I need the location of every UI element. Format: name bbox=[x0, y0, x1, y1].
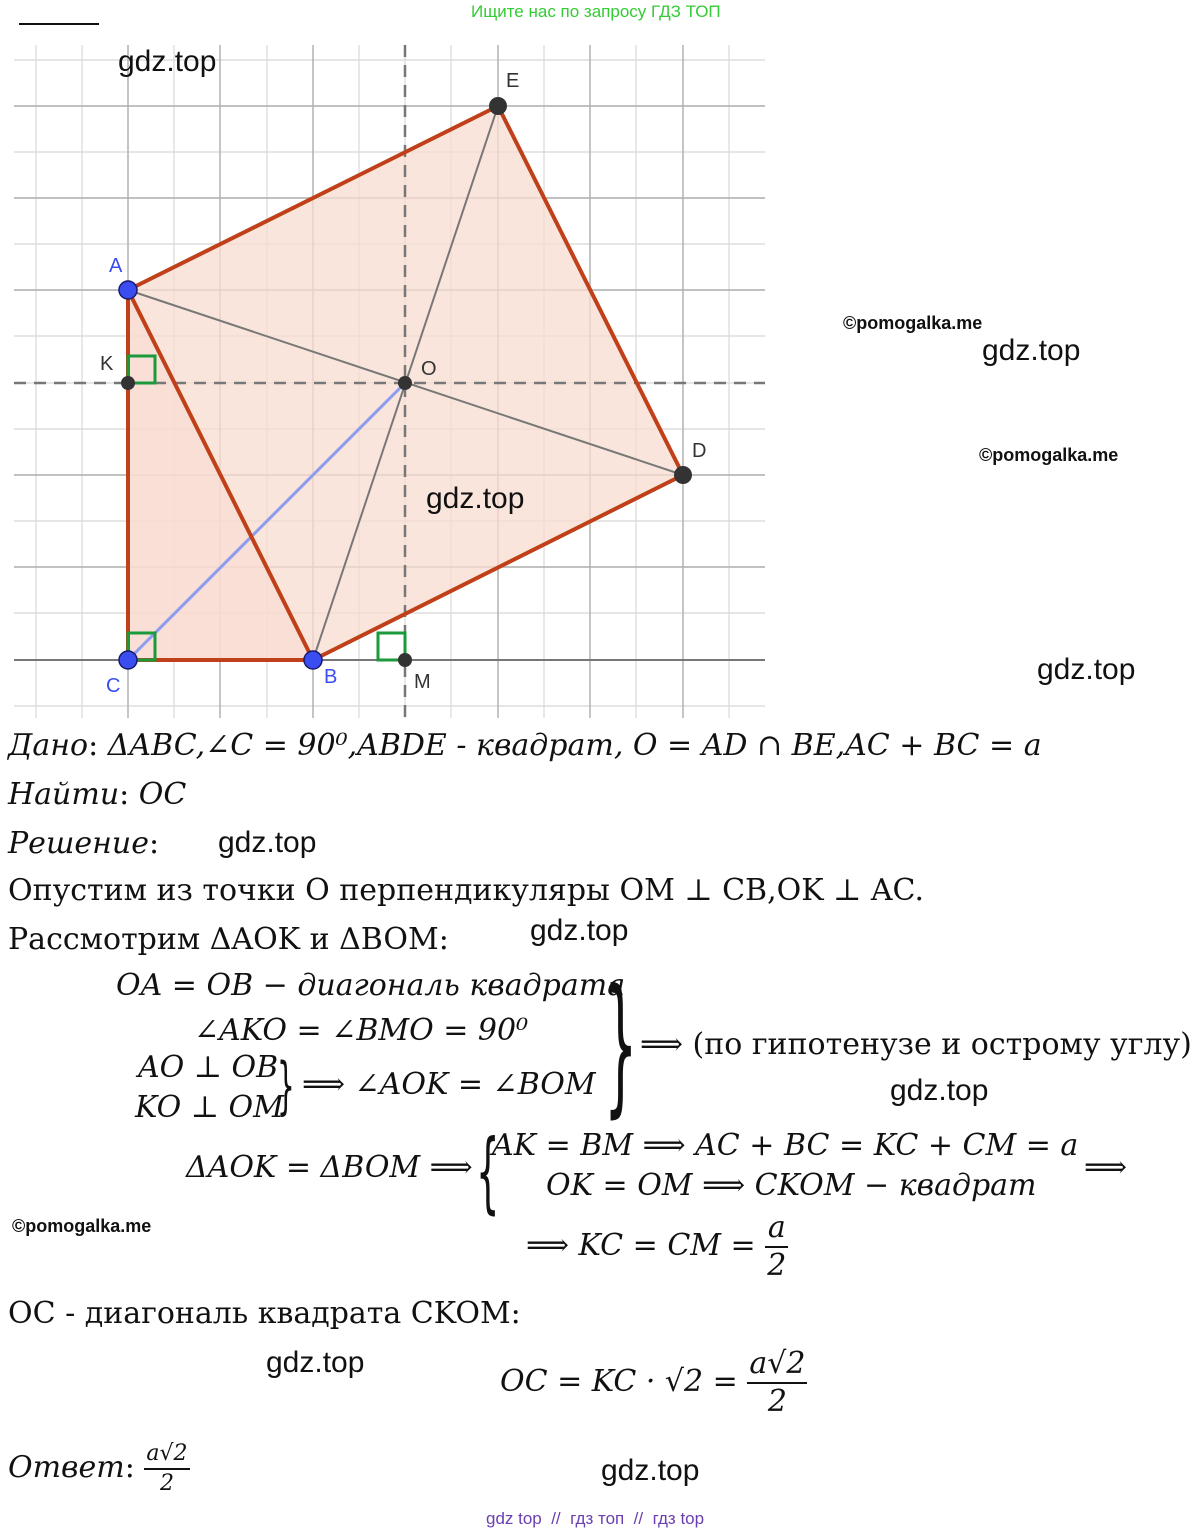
sys1-outer-brace: } bbox=[604, 958, 638, 1132]
sys1-inner1: AO ⊥ OB bbox=[138, 1050, 279, 1085]
label-c: C bbox=[106, 675, 121, 697]
given-label: Дано bbox=[8, 728, 89, 763]
label-a: A bbox=[109, 255, 123, 277]
solution-label: Решение bbox=[8, 826, 149, 861]
answer-fraction bbox=[144, 1440, 189, 1498]
watermark-gdz-3: gdz.top bbox=[426, 482, 525, 515]
step2-text: Рассмотрим ΔAOK и ΔBOM: bbox=[8, 922, 449, 957]
vertex-a bbox=[119, 281, 137, 299]
sys1-line1: OA = OB − диагональ квадрата bbox=[116, 968, 626, 1003]
label-b: B bbox=[324, 666, 338, 688]
given-line: Дано: ΔABC,∠C = 90⁰,ABDE - квадрат, O = AD ∩ BE,AC + BC = a bbox=[8, 728, 1042, 763]
label-o: O bbox=[421, 358, 437, 380]
watermark-pomogalka-2: ©pomogalka.me bbox=[979, 445, 1119, 465]
sys1-result: ⟹ (по гипотенузе и острому углу) bbox=[640, 1027, 1192, 1062]
oc-formula bbox=[500, 1346, 807, 1420]
eq-case1: AK = BM ⟹ AC + BC = KC + CM = a bbox=[492, 1128, 1079, 1163]
step1-text: Опустим из точки O перпендикуляры OM ⊥ CB,OK ⊥ AC. bbox=[8, 873, 924, 908]
watermark-gdz-4: gdz.top bbox=[1037, 653, 1136, 686]
watermark-gdz-1: gdz.top bbox=[118, 45, 217, 78]
watermark-gdz-5: gdz.top bbox=[218, 826, 317, 859]
oc-fraction bbox=[747, 1346, 807, 1420]
kc-denominator: 2 bbox=[767, 1248, 787, 1283]
oc-denominator: 2 bbox=[767, 1384, 787, 1419]
label-k: K bbox=[100, 353, 114, 375]
sys1-inner-brace: } bbox=[277, 1049, 295, 1122]
kc-numerator: a bbox=[765, 1210, 788, 1248]
find-line: Найти: OC bbox=[8, 777, 187, 812]
oc-numerator: a√2 bbox=[747, 1346, 807, 1384]
answer-label: Ответ bbox=[8, 1450, 125, 1485]
eq-arrow: ⟹ bbox=[1084, 1150, 1128, 1185]
watermark-gdz-6: gdz.top bbox=[530, 914, 629, 947]
find-text: OC bbox=[138, 777, 187, 812]
oc-statement: OC - диагональ квадрата CKOM: bbox=[8, 1296, 521, 1331]
sys1-inner-result: ⟹ ∠AOK = ∠BOM bbox=[302, 1067, 596, 1102]
answer-denominator: 2 bbox=[159, 1471, 174, 1496]
kc-equation bbox=[526, 1210, 788, 1284]
watermark-pomogalka-1: ©pomogalka.me bbox=[843, 313, 983, 333]
watermark-gdz-9: gdz.top bbox=[601, 1454, 700, 1487]
watermark-gdz-8: gdz.top bbox=[266, 1346, 365, 1379]
label-m: M bbox=[414, 671, 431, 693]
oc-formula-lhs: OC = KC · √2 = bbox=[500, 1364, 738, 1399]
point-m bbox=[398, 653, 412, 667]
kc-lhs: ⟹ KC = CM = bbox=[526, 1228, 756, 1263]
watermark-gdz-7: gdz.top bbox=[890, 1074, 989, 1107]
sys1-line2: ∠AKO = ∠BMO = 90⁰ bbox=[194, 1013, 529, 1048]
vertex-b bbox=[304, 651, 322, 669]
watermark-gdz-2: gdz.top bbox=[982, 334, 1081, 367]
kc-fraction bbox=[765, 1210, 788, 1284]
answer-line: Ответ: $\frac{a√2}{2}$ bbox=[8, 1441, 188, 1496]
given-text: ΔABC,∠C = 90⁰,ABDE - квадрат, O = AD ∩ BE,AC + BC = a bbox=[107, 728, 1042, 763]
label-e: E bbox=[506, 70, 520, 92]
vertex-d bbox=[674, 466, 692, 484]
eq-lhs: ΔAOK = ΔBOM ⟹ bbox=[186, 1150, 473, 1185]
watermark-pomogalka-3: ©pomogalka.me bbox=[12, 1216, 152, 1236]
search-hint[interactable]: Ищите нас по запросу ГДЗ ТОП bbox=[471, 2, 721, 21]
footer-links[interactable]: gdz top // гдз топ // гдз top bbox=[486, 1509, 705, 1528]
vertex-e bbox=[489, 97, 507, 115]
eq-brace: { bbox=[476, 1120, 500, 1223]
answer-numerator: a√2 bbox=[144, 1440, 189, 1470]
point-o bbox=[398, 376, 412, 390]
label-d: D bbox=[692, 440, 707, 462]
geometry-figure bbox=[0, 0, 780, 720]
eq-case2: OK = OM ⟹ CKOM − квадрат bbox=[546, 1168, 1037, 1203]
find-label: Найти bbox=[8, 777, 120, 812]
point-k bbox=[121, 376, 135, 390]
sys1-inner2: KO ⊥ OM bbox=[135, 1090, 284, 1125]
vertex-c bbox=[119, 651, 137, 669]
solution-line: Решение: bbox=[8, 826, 160, 861]
